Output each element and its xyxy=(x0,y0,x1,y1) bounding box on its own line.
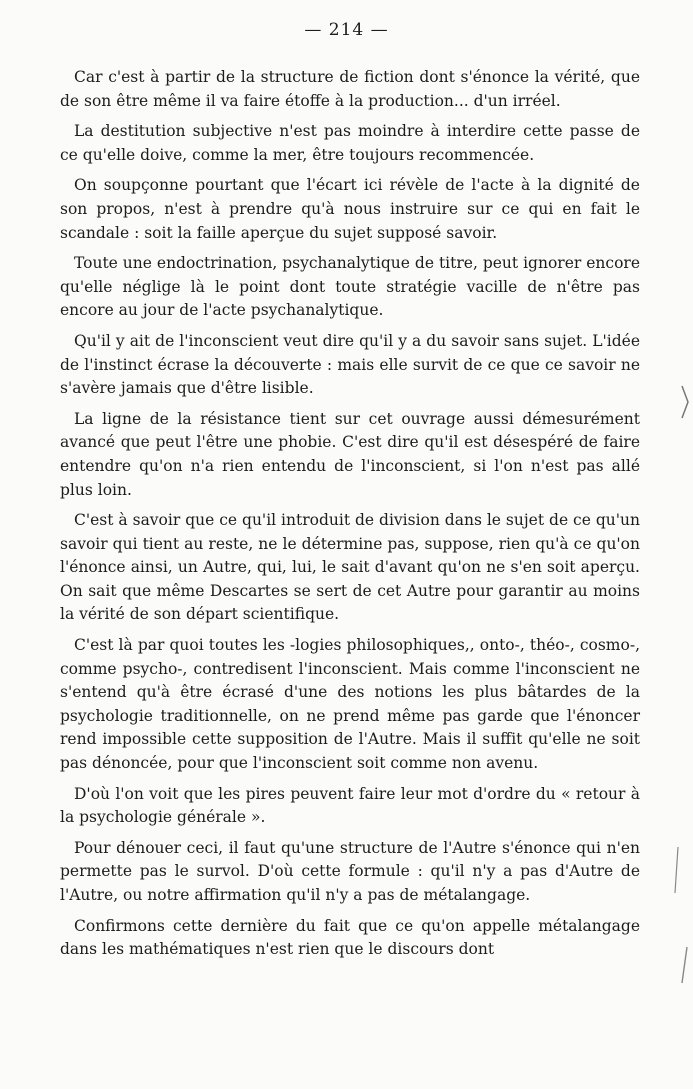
paragraph: Confirmons cette dernière du fait que ce qu'on appelle métalangage dans les mathématiques n'est rien que le discours dont xyxy=(60,916,640,959)
page-edge-mark xyxy=(680,382,690,422)
paragraph: La destitution subjective n'est pas moindre à interdire cette passe de ce qu'elle doive, comme la mer, être toujours recommencée. xyxy=(60,122,640,164)
page-edge-mark xyxy=(671,845,681,895)
paragraph: C'est là par quoi toutes les -logies philosophiques,, onto-, théo-, cosmo-, comme psycho-, contredisent l'inconscient. Mais comme l'inconscient ne s'entend qu'à être écrasé d'une des notions les plus bâtardes de la psychologie traditionnelle, on ne prend même pas garde que l'énoncer rend impossible cette supposition de l'Autre. Mais il suffit qu'elle ne soit pas dénoncée, pour que l'inconscient soit comme non avenu. xyxy=(60,636,640,773)
paragraph: Pour dénouer ceci, il faut qu'une structure de l'Autre s'énonce qui n'en permette pas le survol. D'où cette formule : qu'il n'y a pas d'Autre de l'Autre, ou notre affirmation qu'il n'y a pas de métalangage. xyxy=(60,838,640,904)
paragraph: On soupçonne pourtant que l'écart ici révèle de l'acte à la dignité de son propos, n'est à prendre qu'à nous instruire sur ce qui en fait le scandale : soit la faille aperçue du sujet supposé savoir. xyxy=(60,176,640,242)
paragraph: Toute une endoctrination, psychanalytique de titre, peut ignorer encore qu'elle néglige là le point dont toute stratégie vacille de n'être pas encore au jour de l'acte psychanalytique. xyxy=(60,254,640,320)
page-text xyxy=(60,66,640,962)
paragraph: Qu'il y ait de l'inconscient veut dire qu'il y a du savoir sans sujet. L'idée de l'instinct écrase la découverte : mais elle survit de ce que ce savoir ne s'avère jamais que d'être lisible. xyxy=(60,331,640,398)
paragraph: Car c'est à partir de la structure de fiction dont s'énonce la vérité, que de son être même il va faire étoffe à la production... d'un irréel. xyxy=(60,68,640,110)
page-edge-mark xyxy=(679,945,689,985)
page-number: — 214 — xyxy=(304,20,389,40)
paragraph: La ligne de la résistance tient sur cet ouvrage aussi démesurément avancé que peut l'être une phobie. C'est dire qu'il est désespéré de faire entendre qu'on n'a rien entendu de l'inconscient, si l'on n'est pas allé plus loin. xyxy=(60,409,640,499)
paragraph: D'où l'on voit que les pires peuvent faire leur mot d'ordre du « retour à la psychologie générale ». xyxy=(60,784,640,827)
paragraph: C'est à savoir que ce qu'il introduit de division dans le sujet de ce qu'un savoir qui tient au reste, ne le détermine pas, suppose, rien qu'à ce qu'on l'énonce ainsi, un Autre, qui, lui, le sait d'avant qu'on ne s'en soit aperçu. On sait que même Descartes se sert de cet Autre pour garantir au moins la vérité de son départ scientifique. xyxy=(60,511,640,624)
